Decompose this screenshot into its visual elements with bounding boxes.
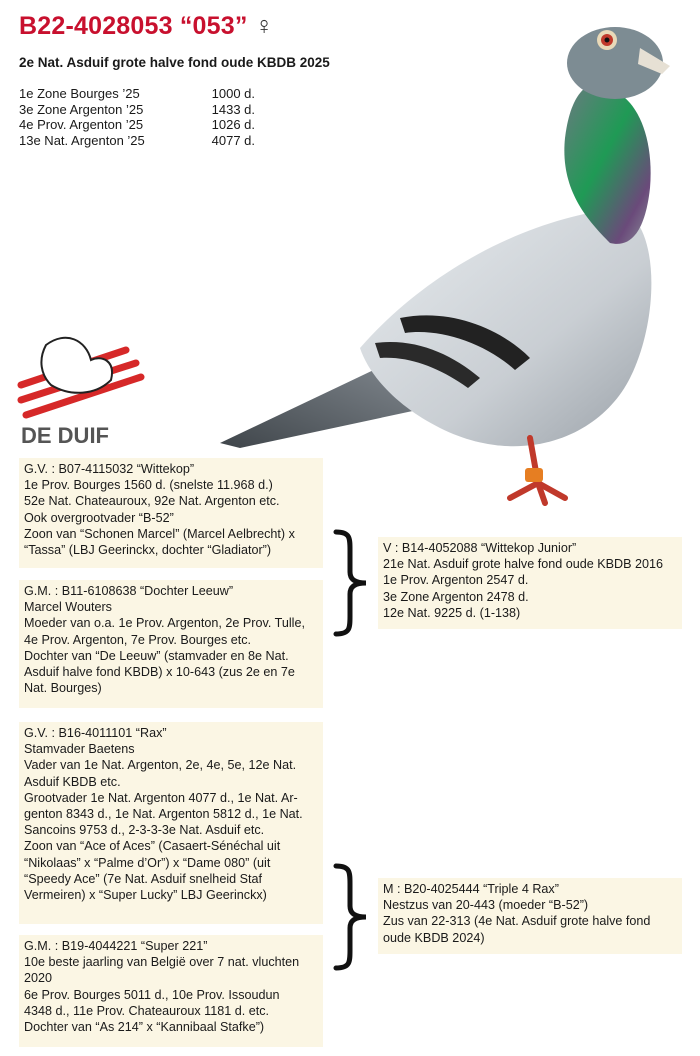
pedigree-grandmother-2: G.M. : B19-4044221 “Super 221” 10e beste jaarling van België over 7 nat. vluchten 2020 6e Prov. Bourges 5011 d., 10e Prov. Issoudun 4348 d., 11e Prov. Chateauroux 1181 d. etc. Dochter van “As 214” x “Kannibaal Stafke”) <box>19 935 323 1047</box>
pedigree-grandmother-1: G.M. : B11-6108638 “Dochter Leeuw” Marcel Wouters Moeder van o.a. 1e Prov. Argenton, 2e Prov. Tulle, 4e Prov. Argenton, 7e Prov. Bourges etc. Dochter van “De Leeuw” (stamvader en 8e Nat. Asduif halve fond KBDB) x 10-643 (zus 2e en 7e Nat. Bourges) <box>19 580 323 708</box>
female-symbol: ♀ <box>254 12 274 40</box>
result-row: 3e Zone Argenton ’25 1433 d. <box>19 101 255 117</box>
de-duif-logo <box>16 325 146 450</box>
result-row: 4e Prov. Argenton ’25 1026 d. <box>19 117 255 132</box>
pedigree-mother: M : B20-4025444 “Triple 4 Rax” Nestzus van 20-443 (moeder “B-52”) Zus van 22-313 (4e Nat. Asduif grote halve fond oude KBDB 2024) <box>378 878 682 954</box>
pedigree-father: V : B14-4052088 “Wittekop Junior” 21e Nat. Asduif grote halve fond oude KBDB 2016 1e Prov. Argenton 2547 d. 3e Zone Argenton 2478 d. 12e Nat. 9225 d. (1-138) <box>378 537 682 629</box>
pedigree-grandfather-2: G.V. : B16-4011101 “Rax” Stamvader Baetens Vader van 1e Nat. Argenton, 2e, 4e, 5e, 12e Nat. Asduif KBDB etc. Grootvader 1e Nat. Argenton 4077 d., 1e Nat. Ar- genton 8343 d., 1e Nat. Argenton 5812 d., 1e Nat. Sancoins 9753 d., 2-3-3-3e Nat. Asduif etc. Zoon van “Ace of Aces” (Casaert-Sénéchal uit “Nikolaas” x “Palme d’Or”) x “Dame 080” (uit “Speedy Ace” (7e Nat. Asduif snelheid Staf Vermeiren) x “Super Lucky” LBJ Geerinckx) <box>19 722 323 924</box>
logo-text: DE DUIF <box>21 423 109 448</box>
pigeon-ring-title: B22-4028053 “053” ♀ <box>19 12 274 40</box>
pedigree-grandfather-1: G.V. : B07-4115032 “Wittekop” 1e Prov. Bourges 1560 d. (snelste 11.968 d.) 52e Nat. Chateauroux, 92e Nat. Argenton etc. Ook overgrootvader “B-52” Zoon van “Schonen Marcel” (Marcel Aelbrecht) x “Tassa” (LBJ Geerinckx, dochter “Gladiator”) <box>19 458 323 568</box>
brace-father <box>332 528 372 638</box>
main-achievement: 2e Nat. Asduif grote halve fond oude KBDB 2025 <box>19 55 330 70</box>
result-row: 13e Nat. Argenton ’25 4077 d. <box>19 132 255 148</box>
brace-mother <box>332 862 372 972</box>
pigeon-photo <box>200 18 690 518</box>
result-row: 1e Zone Bourges ’25 1000 d. <box>19 86 255 101</box>
